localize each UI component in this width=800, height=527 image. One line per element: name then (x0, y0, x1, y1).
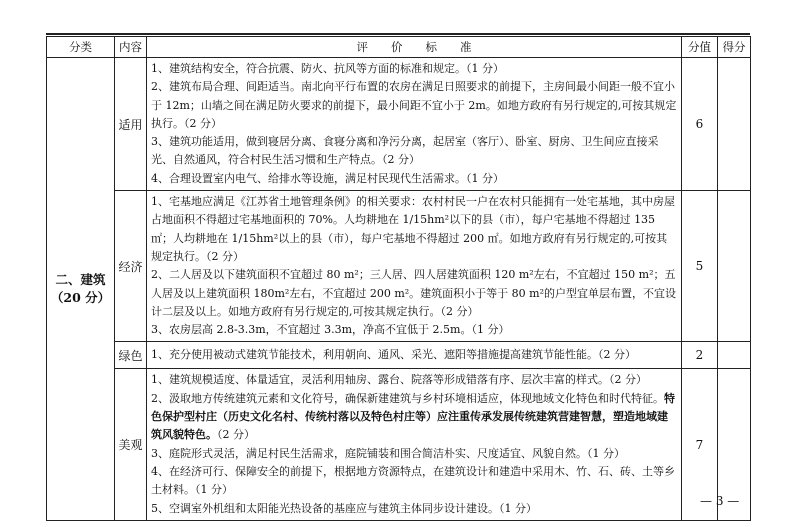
header-row (47, 37, 751, 58)
content-cell: 绿色 (115, 342, 147, 369)
criteria-cell (147, 342, 682, 369)
criterion-item: 3、农房层高 2.8-3.3m，不宜超过 3.3m，净高不宜低于 2.5m。（1 分） (151, 323, 510, 337)
header-content: 内容 (115, 37, 147, 58)
points-cell: 6 (682, 58, 718, 191)
criterion-item: 1、建筑结构安全，符合抗震、防火、抗风等方面的标准和规定。（1 分） (151, 62, 504, 75)
points-cell: 7 (682, 369, 718, 520)
content-cell: 适用 (115, 58, 147, 191)
criterion-item: 3、建筑功能适用，做到寝居分离、食寝分离和净污分离，起居室（客厅）、卧室、厨房、卫生间应直接采光、自然通风，符合村民生活习惯和生产特点。（2 分） (151, 135, 659, 167)
criterion-item: 4、合理设置室内电气、给排水等设施，满足村民现代生活需求。（1 分） (151, 171, 504, 185)
criterion-points: （2 分） (217, 428, 255, 442)
header-points: 分值 (682, 37, 718, 58)
category-cell (47, 58, 115, 521)
header-category: 分类 (47, 37, 115, 58)
criterion-item (151, 390, 678, 445)
evaluation-table (46, 36, 751, 521)
criterion-item: 5、空调室外机组和太阳能光热设备的基座应与建筑主体同步设计建设。（1 分） (151, 501, 537, 515)
score-cell (718, 58, 751, 191)
category-name: 二、建筑 (55, 271, 106, 287)
criterion-item: 2、建筑布局合理、间距适当。南北向平行布置的农房在满足日照要求的前提下，主房间最小间距一般不宜小于 12m；山墙之间在满足防火要求的前提下，最小间距不宜小于 2m。如地方政府有另行规定的,可按其规定执行。（2 分） (151, 80, 677, 130)
criterion-item: 1、充分使用被动式建筑节能技术，利用朝向、通风、采光、遮阳等措施提高建筑节能性能。（2 分） (151, 348, 636, 362)
criterion-item: 2、二人居及以下建筑面积不宜超过 80 m²；三人居、四人居建筑面积 120 m²左右，不宜超过 150 m²；五人居及以上建筑面积 180m²左右，不宜超过 200 m²。建筑面积小于等于 80 m²的户型宜单层布置，不宜设计二层及以上。如地方政府有另行规定的,可按其规定执行。（2 分） (151, 268, 676, 318)
criterion-item: 3、庭院形式灵活，满足村民生活需求，庭院铺装和围合简洁朴实、尺度适宜、风貌自然。（1 分） (151, 446, 625, 460)
score-cell (718, 342, 751, 369)
criterion-bold-text: 特色保护型村庄（历史文化名村、传统村落以及特色村庄等）应注重传承发展传统建筑营建智慧，塑造地域建筑风貌特色。 (151, 391, 675, 442)
category-points: （20 分） (50, 289, 111, 305)
table-row (47, 191, 751, 342)
points-cell: 2 (682, 342, 718, 369)
table-top-rule (46, 33, 750, 35)
criterion-item: 1、建筑规模适度、体量适宜，灵活利用轴房、露台、院落等形成错落有序、层次丰富的样式。（2 分） (151, 373, 647, 387)
content-cell: 美观 (115, 369, 147, 520)
table-row (47, 58, 751, 191)
table-row (47, 342, 751, 369)
score-cell (718, 191, 751, 342)
criteria-cell (147, 58, 682, 191)
criterion-item: 4、在经济可行、保障安全的前提下，根据地方资源特点，在建筑设计和建造中采用木、竹、石、砖、土等乡土材料。（1 分） (151, 464, 675, 497)
header-score: 得分 (718, 37, 751, 58)
criterion-item: 1、宅基地应满足《江苏省土地管理条例》的相关要求：农村村民一户在农村只能拥有一处宅基地，其中房屋占地面积不得超过宅基地面积的 70%。人均耕地在 1/15hm²以下的县（市），每户宅基地不得超过 135 ㎡；人均耕地在 1/15hm²以上的县（市），每户宅基地不得超过 200 ㎡。如地方政府有另行规定的,可按其规定执行。（2 分） (151, 195, 675, 263)
criteria-cell (147, 369, 682, 520)
criteria-cell (147, 191, 682, 342)
page-number: — 3 — (700, 494, 740, 508)
header-criteria: 评 价 标 准 (147, 37, 682, 58)
content-cell: 经济 (115, 191, 147, 342)
table-row (47, 369, 751, 520)
criterion-text: 2、汲取地方传统建筑元素和文化符号，确保新建建筑与乡村环境相适应，体现地域文化特色和时代特征。 (151, 391, 664, 405)
points-cell: 5 (682, 191, 718, 342)
